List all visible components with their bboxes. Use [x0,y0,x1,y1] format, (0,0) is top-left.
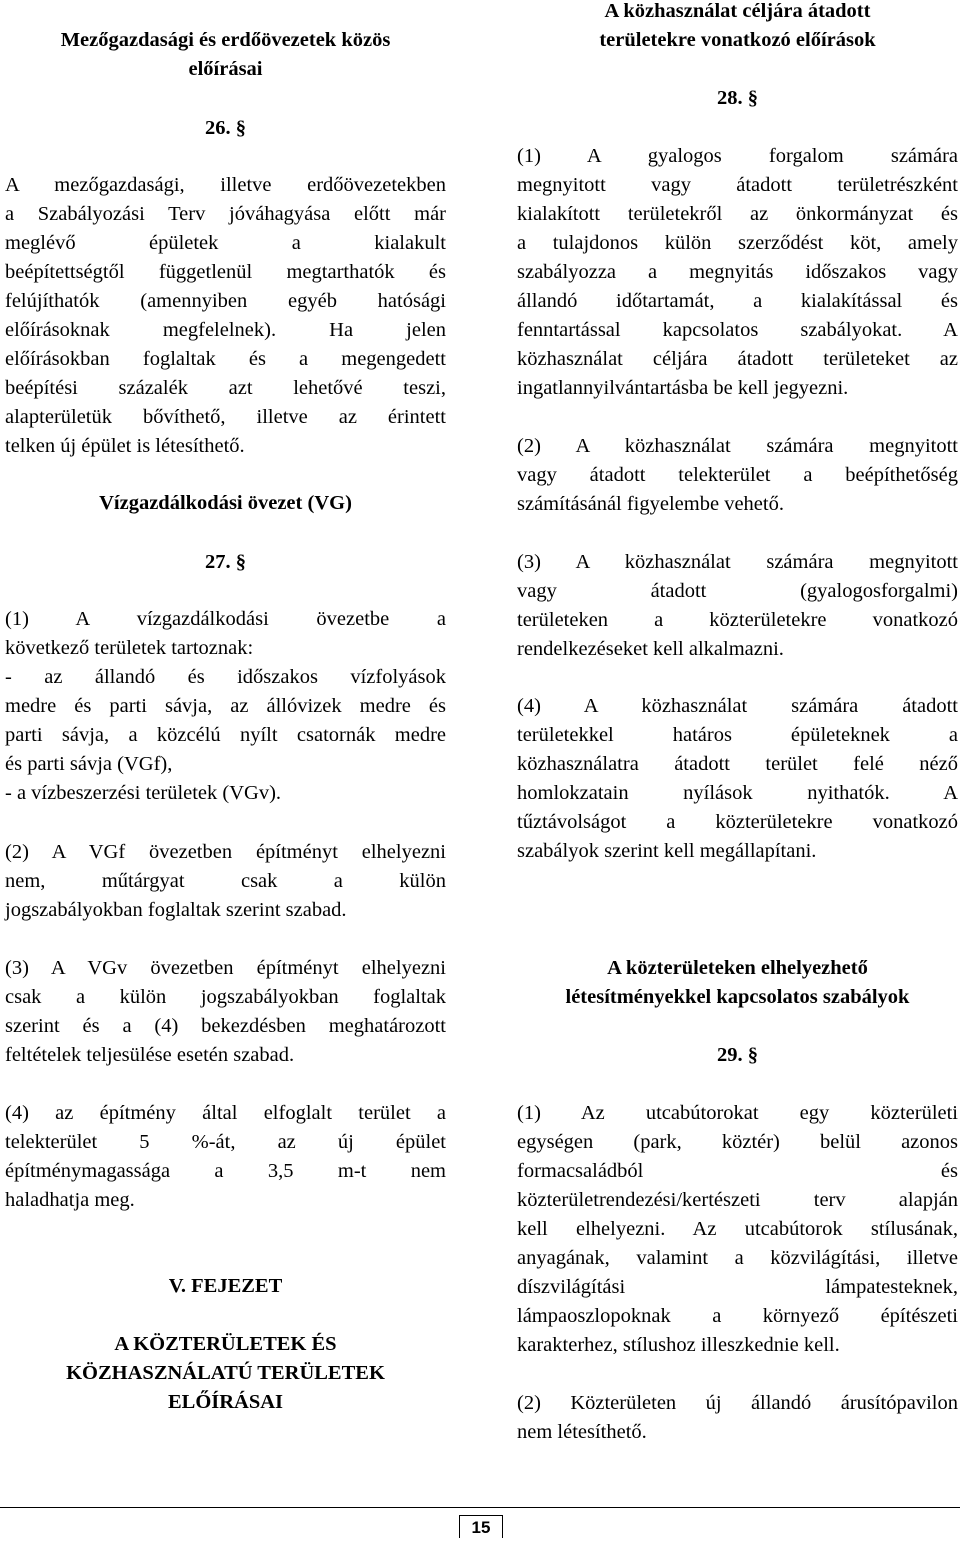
footer-rule [0,1507,960,1508]
section-heading-water: Vízgazdálkodási övezet (VG) [99,492,352,514]
text-line: megnyitott vagy átadott területrészként [517,174,958,196]
paragraph-27-1 [5,605,446,808]
text-line: egységen (park, köztér) belül azonos [517,1131,958,1153]
text-line: (3) A közhasználat számára megnyitott [517,551,958,573]
page-number: 15 [459,1515,503,1538]
text-line: szabályok szerint kell megállapítani. [517,840,817,862]
text-line: előírásoknak megfelelnek). Ha jelen [5,319,446,341]
heading-line: A közterületeken elhelyezhető [607,957,868,979]
paragraph-26-body [5,171,446,461]
text-line: területeken a közterületekre vonatkozó [517,609,958,631]
heading-line: területekre vonatkozó előírások [599,29,876,51]
text-line: (1) A vízgazdálkodási övezetbe a [5,608,446,630]
text-line: közhasználatra átadott terület felé néző [517,753,958,775]
paragraph-28-1 [517,142,958,403]
text-line: A mezőgazdasági, illetve erdőövezetekben [5,174,446,196]
text-line: beépítési százalék azt lehetővé teszi, [5,377,446,399]
text-line: állandó időtartamát, a kialakítással és [517,290,958,312]
heading-line: előírásai [188,58,263,80]
text-line: építménymagassága a 3,5 m-t nem [5,1160,446,1182]
text-line: jogszabályokban foglaltak szerint szabad. [5,899,347,921]
text-line: a Szabályozási Terv jóváhagyása előtt már [5,203,446,225]
text-line: karakterhez, stílushoz illeszkednie kell. [517,1334,840,1356]
text-line: csak a külön jogszabályokban foglaltak [5,986,446,1008]
paragraph-number-26: 26. § [205,117,246,139]
text-line: előírásokban foglaltak és a megengedett [5,348,446,370]
text-line: díszvilágítási lámpatesteknek, [517,1276,958,1298]
paragraph-28-2 [517,432,958,519]
text-line: területekkel határos épületeknek a [517,724,958,746]
text-line: formacsaládból és [517,1160,958,1182]
text-line: kialakított területekről az önkormányzat és [517,203,958,225]
section-heading-agri-forest [5,26,446,84]
text-line: ingatlannyilvántartásba be kell jegyezni. [517,377,849,399]
text-line: parti sávja, a közcélú nyílt csatornák medre [5,724,446,746]
heading-line: A KÖZTERÜLETEK ÉS [114,1333,337,1355]
text-line: (1) Az utcabútorokat egy közterületi [517,1102,958,1124]
text-line: következő területek tartoznak: [5,637,254,659]
paragraph-number-27: 27. § [205,551,246,573]
text-line: telken új épület is létesíthető. [5,435,245,457]
paragraph-number-28: 28. § [717,87,758,109]
text-line: fenntartással kapcsolatos szabályokat. A [517,319,958,341]
paragraph-28-4 [517,692,958,866]
paragraph-27-2 [5,838,446,925]
text-line: vagy átadott telekterület a beépíthetőség [517,464,958,486]
text-line: felújíthatók (amennyiben egyéb hatósági [5,290,446,312]
text-line: - az állandó és időszakos vízfolyások [5,666,446,688]
text-line: haladhatja meg. [5,1189,135,1211]
text-line: feltételek teljesülése esetén szabad. [5,1044,295,1066]
section-heading-street-furniture [517,954,958,1012]
text-line: közhasználat céljára átadott területeket az [517,348,958,370]
text-line: beépítettségtől függetlenül megtarthatók és [5,261,446,283]
paragraph-number-29: 29. § [717,1044,758,1066]
text-line: medre és parti sávja, az állóvizek medre és [5,695,446,717]
text-line: és parti sávja (VGf), [5,753,173,775]
text-line: nem, műtárgyat csak a külön [5,870,446,892]
text-line: (4) A közhasználat számára átadott [517,695,958,717]
text-line: lámpaoszlopoknak a környező építészeti [517,1305,958,1327]
text-line: (4) az építmény által elfoglalt terület a [5,1102,446,1124]
heading-line: létesítményekkel kapcsolatos szabályok [565,986,910,1008]
text-line: (2) Közterületen új állandó árusítópavilon [517,1392,958,1414]
paragraph-29-1 [517,1099,958,1360]
text-line: alapterületük bővíthető, illetve az érintett [5,406,446,428]
text-line: homlokzatain nyílások nyithatók. A [517,782,958,804]
text-line: tűztávolságot a közterületekre vonatkozó [517,811,958,833]
heading-line: KÖZHASZNÁLATÚ TERÜLETEK [66,1362,385,1384]
section-heading-public-use [517,0,958,55]
chapter-label: V. FEJEZET [168,1275,283,1297]
text-line: a tulajdonos külön szerződést köt, amely [517,232,958,254]
heading-line: A közhasználat céljára átadott [604,0,871,22]
text-line: számításánál figyelembe vehető. [517,493,784,515]
chapter-title [5,1330,446,1417]
text-line: (1) A gyalogos forgalom számára [517,145,958,167]
text-line: (2) A közhasználat számára megnyitott [517,435,958,457]
paragraph-27-4 [5,1099,446,1215]
text-line: (3) A VGv övezetben építményt elhelyezni [5,957,446,979]
text-line: vagy átadott (gyalogosforgalmi) [517,580,958,602]
heading-line: Mezőgazdasági és erdőövezetek közös [60,29,391,51]
paragraph-28-3 [517,548,958,664]
heading-line: ELŐÍRÁSAI [167,1391,284,1413]
text-line: meglévő épületek a kialakult [5,232,446,254]
text-line: rendelkezéseket kell alkalmazni. [517,638,784,660]
text-line: nem létesíthető. [517,1421,647,1443]
text-line: szabályozza a megnyitás időszakos vagy [517,261,958,283]
text-line: kell elhelyezni. Az utcabútorok stílusának, [517,1218,958,1240]
paragraph-29-2 [517,1389,958,1447]
text-line: (2) A VGf övezetben építményt elhelyezni [5,841,446,863]
text-line: közterületrendezési/kertészeti terv alapján [517,1189,958,1211]
text-line: - a vízbeszerzési területek (VGv). [5,782,282,804]
paragraph-27-3 [5,954,446,1070]
text-line: szerint és a (4) bekezdésben meghatározott [5,1015,446,1037]
text-line: anyagának, valamint a közvilágítási, illetve [517,1247,958,1269]
text-line: telekterület 5 %-át, az új épület [5,1131,446,1153]
